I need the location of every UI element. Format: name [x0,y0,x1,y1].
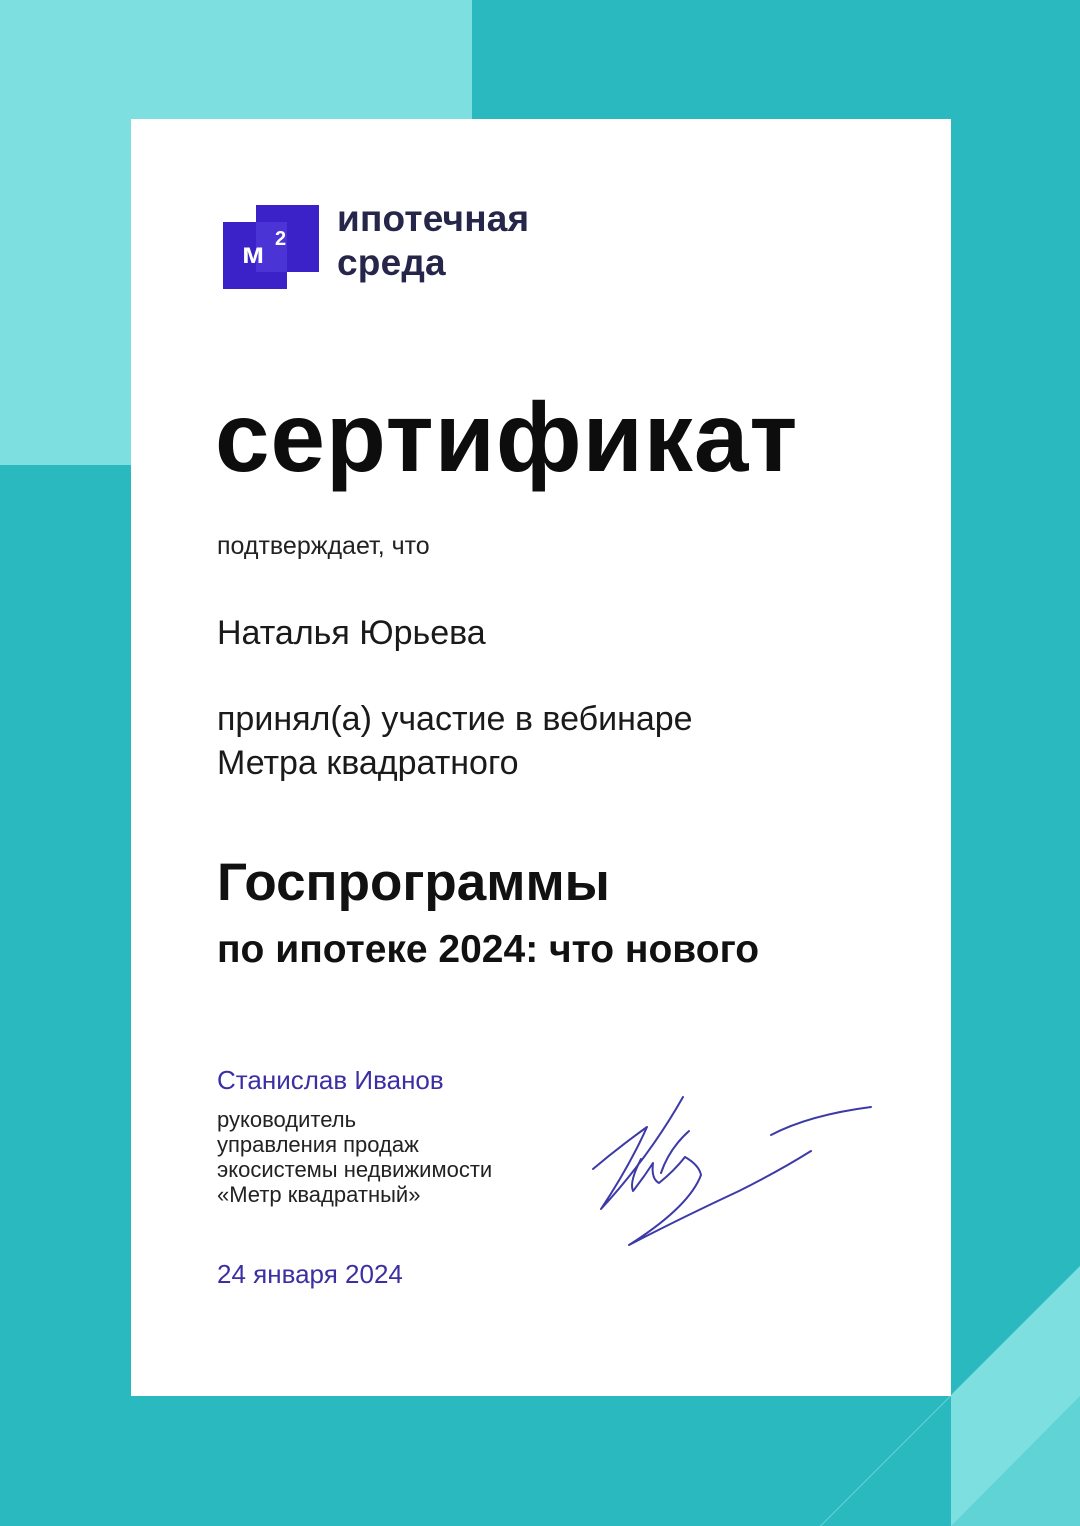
webinar-title-sub: по ипотеке 2024: что нового [217,928,760,971]
participation-line2: Метра квадратного [217,744,519,782]
certificate-card [131,119,951,1396]
svg-text:2: 2 [275,228,287,250]
participation-line1: принял(а) участие в вебинаре [217,700,693,738]
handwritten-signature [589,1087,879,1257]
webinar-title-main: Госпрограммы [217,853,610,912]
brand-name-line1: ипотечная [337,198,530,239]
signatory-role-line1: руководитель [217,1107,357,1132]
brand-name [337,197,529,285]
signatory-role-line4: «Метр квадратный» [217,1182,421,1207]
svg-text:м: м [242,237,265,270]
signatory-name: Станислав Иванов [217,1065,444,1095]
m-squared-logo-icon [223,205,319,289]
participation-text [217,697,693,785]
signatory-role-line3: экосистемы недвижимости [217,1157,493,1182]
signatory-role [217,1107,492,1207]
recipient-name: Наталья Юрьева [217,614,486,652]
certificate-title: сертификат [215,382,799,492]
brand-name-line2: среда [337,242,446,283]
brand-logo [223,198,563,295]
certificate-date: 24 января 2024 [217,1259,403,1289]
signatory-role-line2: управления продаж [217,1132,419,1157]
confirms-text: подтверждает, что [217,532,430,560]
